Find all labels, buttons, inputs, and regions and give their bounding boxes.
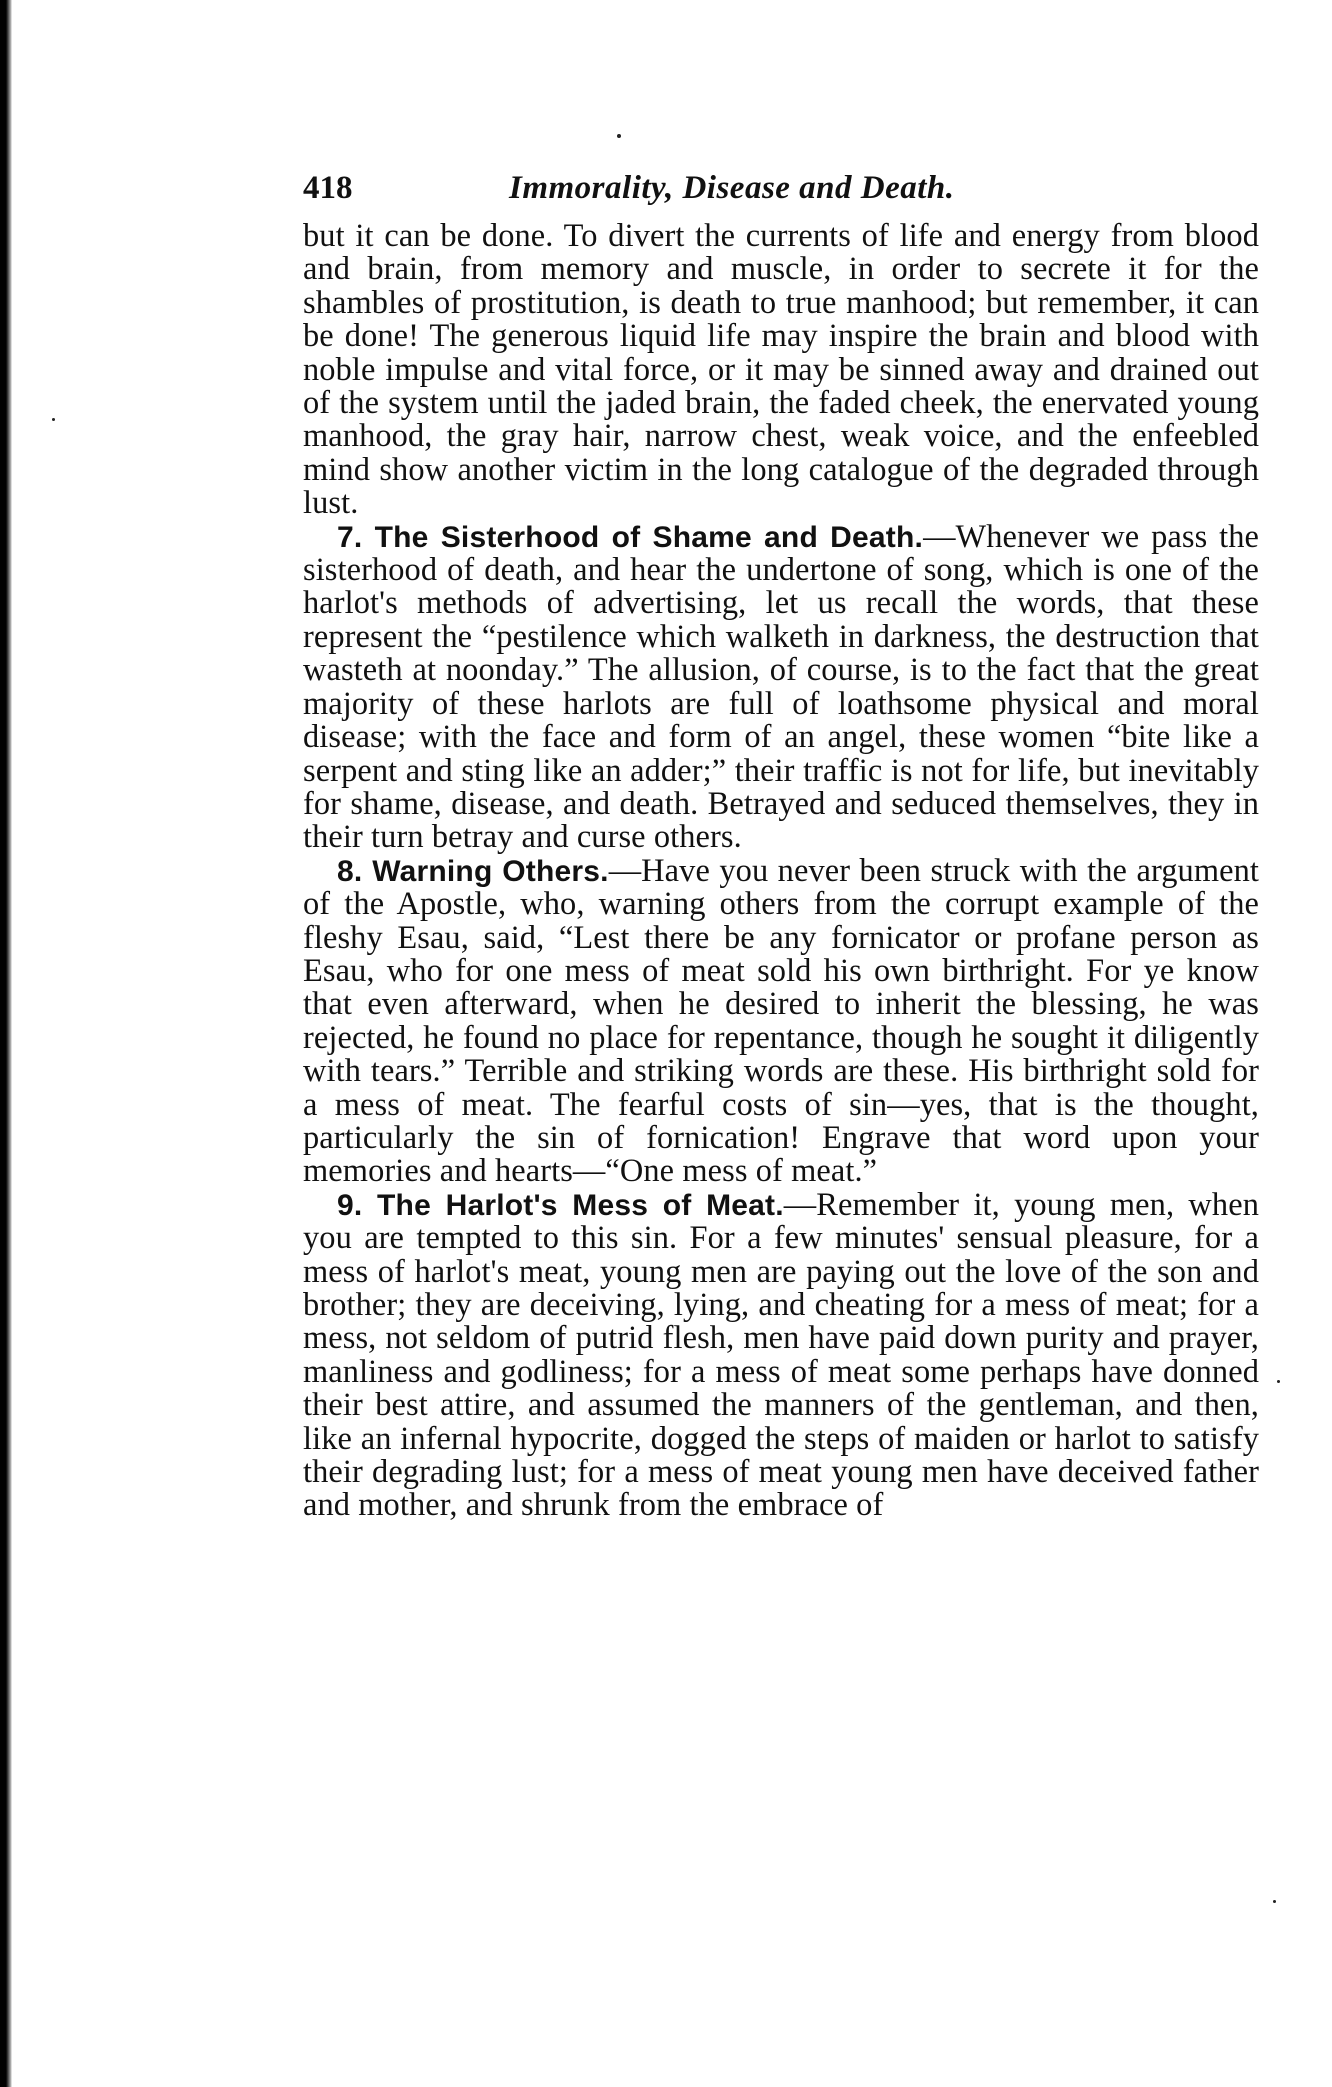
section-heading: 9. The Harlot's Mess of Meat. bbox=[337, 1188, 784, 1222]
paragraph-continuation bbox=[303, 220, 1259, 521]
paragraph-warning-others bbox=[303, 852, 1259, 1190]
section-heading: 8. Warning Others. bbox=[337, 854, 609, 888]
paragraph-text: —Have you never been struck with the argument of the Apostle, who, warning others from the corrupt example of the fleshy Esau, said, “Lest there be any fornicator or profane person as Esau, who for one mess of meat sold his own birthright. For ye know that even afterward, when he desired to inherit the blessing, he was rejected, he found no place for repentance, though he sought it diligently with tears.” Terrible and striking words are these. His birthright sold for a mess of meat. The fearful costs of sin—yes, that is the thought, particularly the sin of fornication! Engrave that word upon your memories and hearts—“One mess of meat.” bbox=[303, 852, 1259, 1190]
paragraph-sisterhood bbox=[303, 518, 1259, 856]
ink-speck bbox=[617, 134, 621, 138]
body-text bbox=[303, 220, 1259, 1523]
paragraph-harlots-mess bbox=[303, 1186, 1259, 1524]
section-heading: 7. The Sisterhood of Shame and Death. bbox=[337, 520, 924, 554]
paragraph-text: —Remember it, young men, when you are tempted to this sin. For a few minutes' sensual pleasure, for a mess of harlot's meat, young men are paying out the love of the son and brother; they are deceiving, lying, and cheating for a mess of meat; for a mess, not seldom of putrid flesh, men have paid down purity and prayer, manliness and godliness; for a mess of meat some perhaps have donned their best attire, and assumed the manners of the gentleman, and then, like an infernal hypocrite, dogged the steps of maiden or harlot to satisfy their degrading lust; for a mess of meat young men have deceived father and mother, and shrunk from the embrace of bbox=[303, 1186, 1259, 1524]
book-page bbox=[303, 170, 1259, 1523]
page-number: 418 bbox=[303, 170, 353, 206]
paragraph-text: —Whenever we pass the sisterhood of death, and hear the undertone of song, which is one of the harlot's methods of advertising, let us recall the words, that these represent the “pestilence which walketh in darkness, the destruction that wasteth at noonday.” The allusion, of course, is to the fact that the great majority of these harlots are full of loathsome physical and moral disease; with the face and form of an angel, these women “bite like a serpent and sting like an adder;” their traffic is not for life, but inevitably for shame, disease, and death. Betrayed and seduced themselves, they in their turn betray and curse others. bbox=[303, 518, 1259, 856]
page-binding-edge bbox=[0, 0, 12, 2087]
ink-speck bbox=[1273, 1900, 1276, 1903]
ink-speck bbox=[1277, 1380, 1280, 1383]
running-title: Immorality, Disease and Death. bbox=[509, 170, 955, 206]
ink-speck bbox=[52, 418, 55, 421]
paragraph-text: but it can be done. To divert the currents of life and energy from blood and brain, from memory and muscle, in order to secrete it for the shambles of prostitution, is death to true manhood; but remember, it can be done! The generous liquid life may inspire the brain and blood with noble impulse and vital force, or it may be sinned away and drained out of the system until the jaded brain, the faded cheek, the enervated young manhood, the gray hair, narrow chest, weak voice, and the enfeebled mind show another victim in the long catalogue of the degraded through lust. bbox=[303, 218, 1259, 522]
running-head bbox=[303, 170, 1259, 220]
